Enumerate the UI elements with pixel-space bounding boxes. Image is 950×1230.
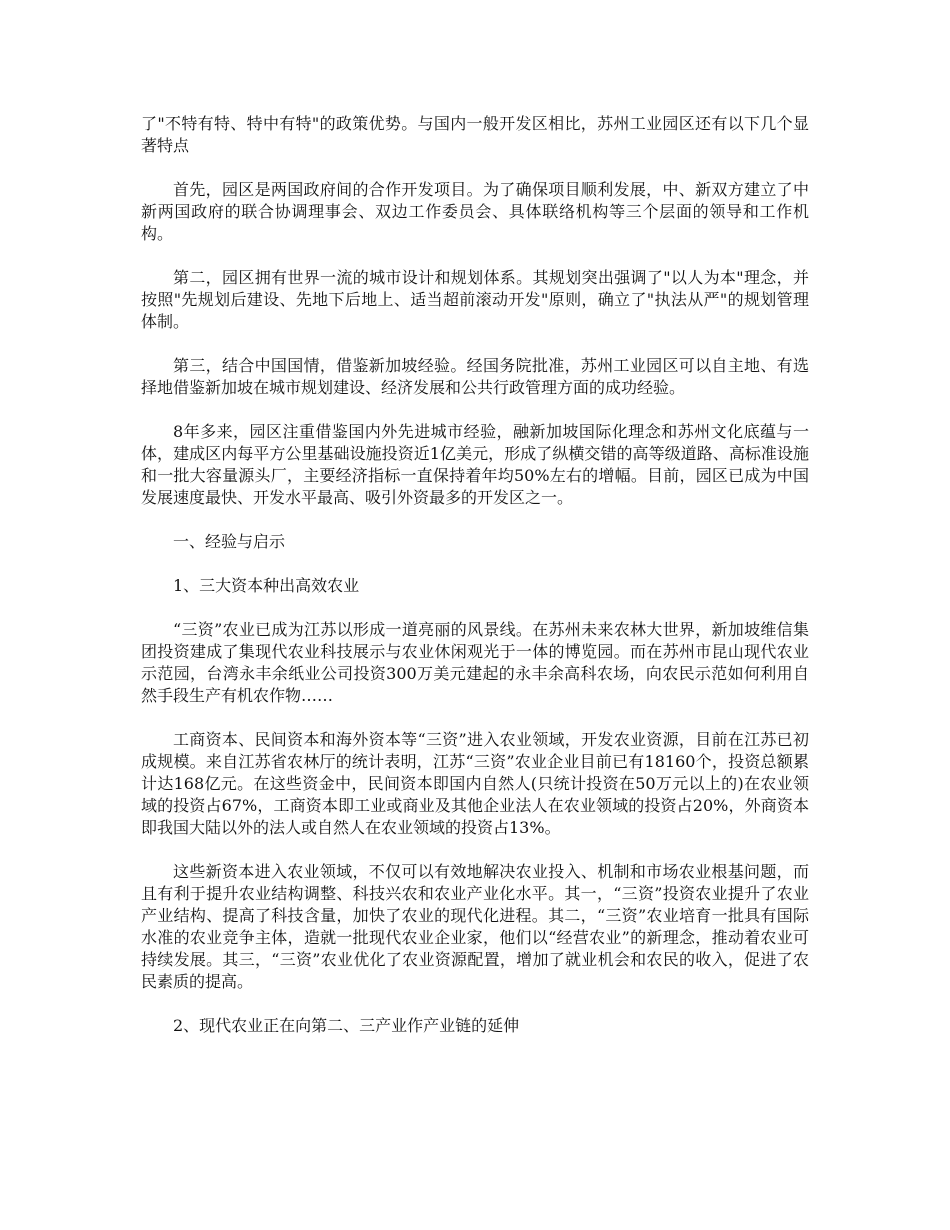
subheading-three-capitals: 1、三大资本种出高效农业 xyxy=(173,576,360,595)
section-heading-experience: 一、经验与启示 xyxy=(173,532,286,551)
paragraph-eight-years: 8年多来，园区注重借鉴国内外先进城市经验，融新加坡国际化理念和苏州文化底蕴与一体，建成区内每平方公里基础设施投资近1亿美元，形成了纵横交错的高等级道路、高标准设施和一批大容量源头厂，主要经济指标一直保持着年均50%左右的增幅。目前，园区已成为中国发展速度最快、开发水平最高、吸引外资最多的开发区之一。 xyxy=(141,422,809,507)
paragraph-first-feature: 首先，园区是两国政府间的合作开发项目。为了确保项目顺利发展，中、新双方建立了中新两国政府的联合协调理事会、双边工作委员会、具体联络机构等三个层面的领导和工作机构。 xyxy=(141,180,809,243)
paragraph-statistics: 工商资本、民间资本和海外资本等“三资”进入农业领域，开发农业资源，目前在江苏已初成规模。来自江苏省农林厅的统计表明，江苏“三资”农业企业目前已有18160个，投资总额累计达168亿元。在这些资金中，民间资本即国内自然人(只统计投资在50万元以上的)在农业领域的投资占67%，工商资本即工业或商业及其他企业法人在农业领域的投资占20%，外商资本即我国大陆以外的法人或自然人在农业领域的投资占13%。 xyxy=(141,730,809,837)
paragraph-benefits: 这些新资本进入农业领域，不仅可以有效地解决农业投入、机制和市场农业根基问题，而且有利于提升农业结构调整、科技兴农和农业产业化水平。其一，“三资”投资农业提升了农业产业结构、提高了科技含量，加快了农业的现代化进程。其二，“三资”农业培育一批具有国际水准的农业竞争主体，造就一批现代农业企业家，他们以“经营农业”的新理念，推动着农业可持续发展。其三，“三资”农业优化了农业资源配置，增加了就业机会和农民的收入，促进了农民素质的提高。 xyxy=(141,862,809,991)
subheading-industry-chain: 2、现代农业正在向第二、三产业作产业链的延伸 xyxy=(173,1016,520,1035)
paragraph-three-capitals-intro: “三资”农业已成为江苏以形成一道亮丽的风景线。在苏州未来农林大世界，新加坡维信集团投资建成了集现代农业科技展示与农业休闲观光于一体的博览园。而在苏州市昆山现代农业示范园，台湾永丰余纸业公司投资300万美元建起的永丰余高科农场，向农民示范如何利用自然手段生产有机农作物…… xyxy=(141,620,809,705)
paragraph-third-feature: 第三，结合中国国情，借鉴新加坡经验。经国务院批准，苏州工业园区可以自主地、有选择地借鉴新加坡在城市规划建设、经济发展和公共行政管理方面的成功经验。 xyxy=(141,356,809,397)
paragraph-second-feature: 第二，园区拥有世界一流的城市设计和规划体系。其规划突出强调了"以人为本"理念，并按照"先规划后建设、先地下后地上、适当超前滚动开发"原则，确立了"执法从严"的规划管理体制。 xyxy=(141,268,809,331)
document-body xyxy=(141,113,809,1059)
paragraph-continued-intro: 了"不特有特、特中有特"的政策优势。与国内一般开发区相比，苏州工业园区还有以下几个显著特点 xyxy=(141,114,809,155)
